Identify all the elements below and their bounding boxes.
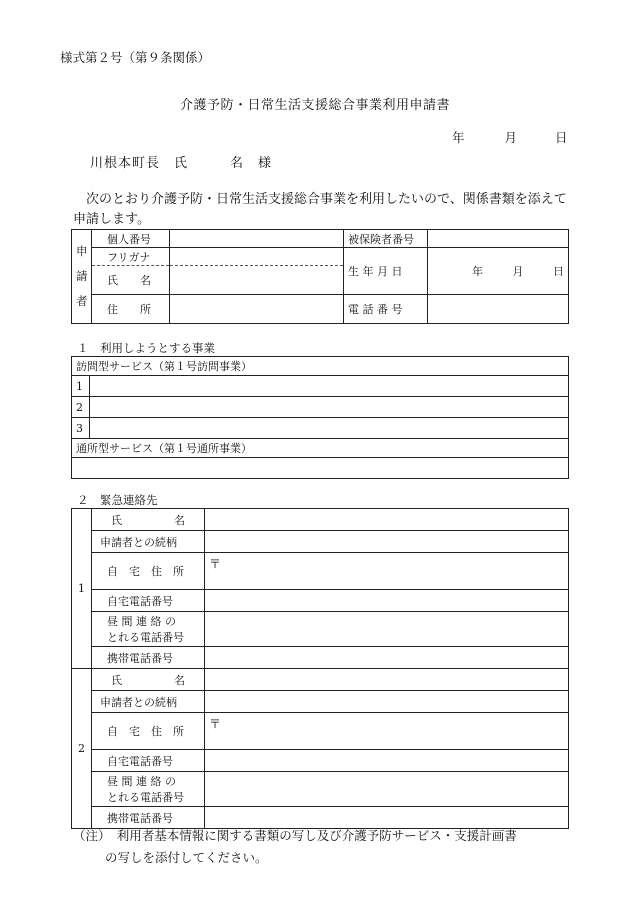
contact-home-phone-field[interactable] [205, 590, 569, 612]
contact-day-phone-label: 昼 間 連 絡 の とれる電話番号 [92, 612, 205, 647]
visit-row-number: 3 [72, 418, 90, 439]
phone-label: 電 話 番 号 [344, 295, 428, 324]
name-field[interactable] [170, 266, 344, 295]
birth-day: 日 [553, 265, 564, 278]
visit-row-number: 2 [72, 397, 90, 418]
contact-home-phone-label: 自宅電話番号 [92, 590, 205, 612]
contact-mobile-label: 携帯電話番号 [92, 647, 205, 669]
contact-name-label: 氏 名 [92, 669, 205, 691]
insured-number-label: 被保険者番号 [344, 230, 428, 248]
phone-field[interactable] [428, 295, 569, 324]
birth-month: 月 [512, 265, 524, 278]
contact-home-address-field[interactable] [205, 553, 569, 590]
personal-number-label: 個人番号 [92, 230, 170, 248]
contact-name-label: 氏 名 [92, 509, 205, 531]
address-field[interactable] [170, 295, 344, 324]
name-label: 氏 名 [92, 266, 170, 295]
contact-relation-field[interactable] [205, 691, 569, 713]
contact-home-address-label: 自 宅 住 所 [92, 713, 205, 750]
addressee: 川根本町長 氏 名 様 [90, 156, 273, 171]
day-service-field[interactable] [72, 458, 569, 479]
visit-row-field[interactable] [90, 418, 569, 439]
contact-relation-label: 申請者との続柄 [92, 531, 205, 553]
postal-mark: 〒 [209, 557, 222, 571]
date-year: 年 [452, 130, 465, 145]
personal-number-field[interactable] [170, 230, 344, 248]
contact-number: 2 [72, 669, 92, 829]
section1-label: １ 利用しようとする事業 [77, 341, 215, 355]
contact-name-field[interactable] [205, 509, 569, 531]
contact-mobile-label: 携帯電話番号 [92, 807, 205, 829]
contact-home-address-label: 自 宅 住 所 [92, 553, 205, 590]
contact-relation-field[interactable] [205, 531, 569, 553]
contact-number: 1 [72, 509, 92, 669]
intro-text: 次のとおり介護予防・日常生活支援総合事業を利用したいので、関係書類を添えて申請します。 [73, 192, 567, 227]
applicant-table [71, 229, 569, 324]
contact-day-phone-field[interactable] [205, 612, 569, 647]
services-table [71, 356, 569, 479]
contact-name-field[interactable] [205, 669, 569, 691]
furigana-label: フリガナ [92, 248, 170, 266]
document-title: 介護予防・日常生活支援総合事業利用申請書 [179, 98, 450, 113]
form-number: 様式第２号（第９条関係） [60, 50, 211, 65]
insured-number-field[interactable] [428, 230, 569, 248]
address-label: 住 所 [92, 295, 170, 324]
note-line-2: の写しを添付してください。 [105, 850, 268, 865]
emergency-contacts-table [71, 508, 569, 829]
section2-label: ２ 緊急連絡先 [77, 493, 158, 507]
contact-home-phone-field[interactable] [205, 750, 569, 772]
visit-row-field[interactable] [90, 376, 569, 397]
visit-row-number: 1 [72, 376, 90, 397]
day-service-header: 通所型サービス（第１号通所事業） [72, 439, 569, 458]
date-day: 日 [555, 130, 568, 145]
application-date [452, 128, 568, 146]
contact-home-phone-label: 自宅電話番号 [92, 750, 205, 772]
birth-date-label: 生 年 月 日 [344, 248, 428, 295]
birth-date-field[interactable] [428, 248, 569, 295]
contact-home-address-field[interactable] [205, 713, 569, 750]
contact-day-phone-label: 昼 間 連 絡 の とれる電話番号 [92, 772, 205, 807]
date-month: 月 [504, 130, 518, 145]
visit-row-field[interactable] [90, 397, 569, 418]
birth-year: 年 [472, 265, 483, 278]
contact-mobile-field[interactable] [205, 647, 569, 669]
postal-mark: 〒 [209, 717, 222, 731]
contact-relation-label: 申請者との続柄 [92, 691, 205, 713]
applicant-side-label: 申 請 者 [72, 230, 92, 324]
note-line-1: （注） 利用者基本情報に関する書類の写し及び介護予防サービス・支援計画書 [73, 828, 517, 843]
furigana-field[interactable] [170, 248, 344, 266]
visit-service-header: 訪問型サービス（第１号訪問事業） [72, 357, 569, 376]
contact-day-phone-field[interactable] [205, 772, 569, 807]
